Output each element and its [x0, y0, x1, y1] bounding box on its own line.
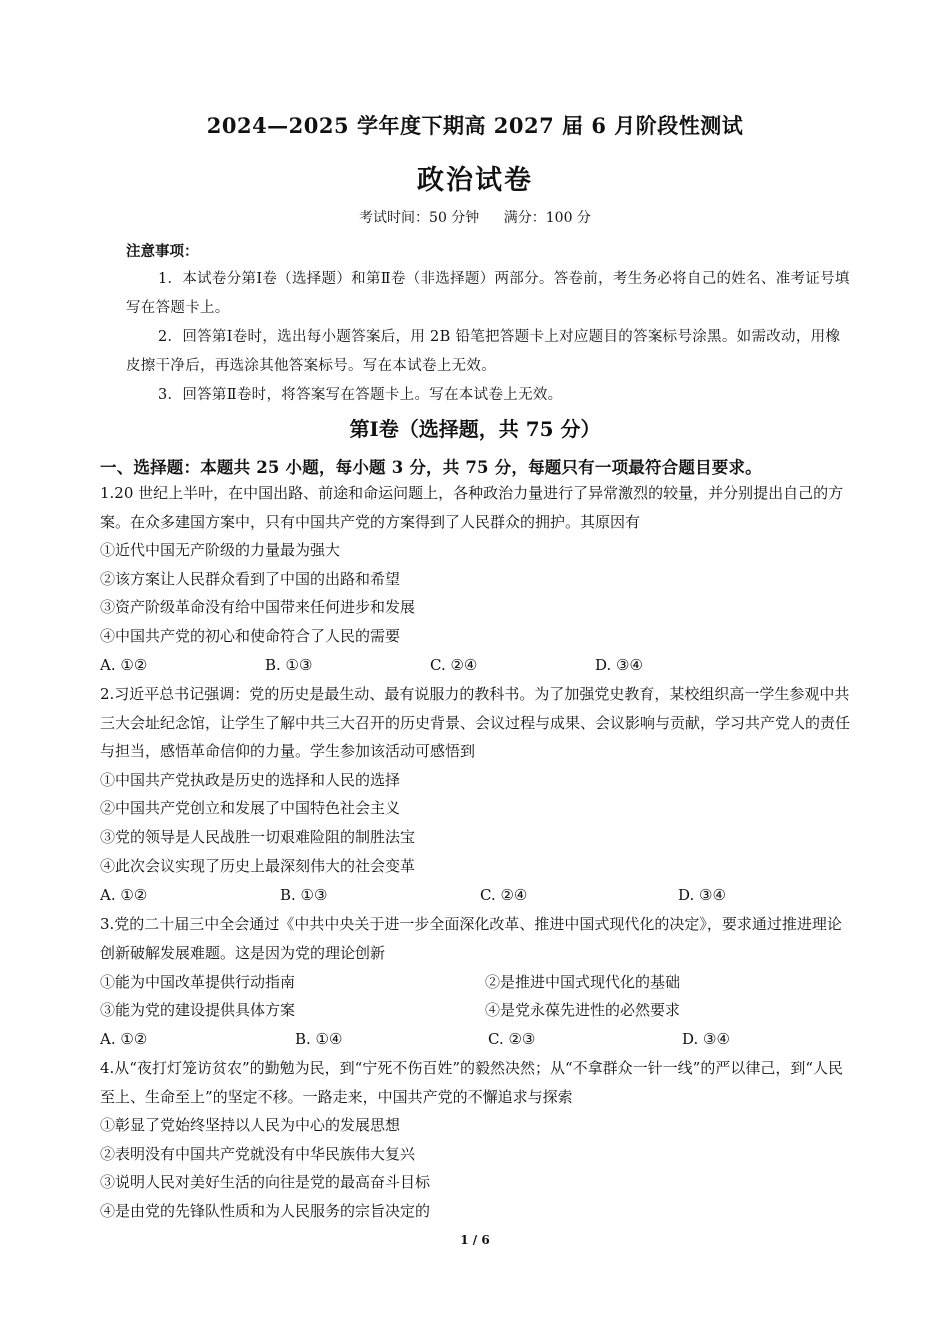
question-item: ③资产阶级革命没有给中国带来任何进步和发展 [100, 598, 416, 617]
exam-time: 考试时间：50 分钟 [359, 210, 480, 226]
question-item: ①能为中国改革提供行动指南 [100, 973, 296, 991]
option-a[interactable]: A. ①② [100, 1030, 148, 1048]
option-a[interactable]: A. ①② [100, 886, 148, 904]
question-3 [100, 910, 852, 967]
question-item: ①彰显了党始终坚持以人民为中心的发展思想 [100, 1116, 401, 1135]
question-item: ③党的领导是人民战胜一切艰难险阻的制胜法宝 [100, 827, 416, 846]
notice-heading: 注意事项： [126, 243, 199, 260]
question-1 [100, 479, 852, 651]
question-item: ③说明人民对美好生活的向往是党的最高奋斗目标 [100, 1173, 431, 1192]
option-b[interactable]: B. ①④ [295, 1030, 343, 1048]
option-a[interactable]: A. ①② [100, 656, 148, 674]
question-item: ④是党永葆先进性的必然要求 [485, 1001, 681, 1019]
question-4 [100, 1054, 852, 1226]
section-title: 一、选择题：本题共 25 小题，每小题 3 分，共 75 分，每题只有一项最符合题目要求。 [100, 458, 762, 477]
question-stem: 2.习近平总书记强调：党的历史是最生动、最有说服力的教科书。为了加强党史教育，某校组织高一学生参观中共三大会址纪念馆，让学生了解中共三大召开的历史背景、会议过程与成果、会议影响与贡献，学习共产党人的责任与担当，感悟革命信仰的力量。学生参加该活动可感悟到 [100, 685, 851, 761]
question-stem: 1.20 世纪上半叶，在中国出路、前途和命运问题上，各种政治力量进行了异常激烈的较量，并分别提出自己的方案。在众多建国方案中，只有中国共产党的方案得到了人民群众的拥护。其原因有 [100, 484, 844, 531]
page-number: 1 / 6 [460, 1233, 490, 1247]
question-item: ④是由党的先锋队性质和为人民服务的宗旨决定的 [100, 1201, 431, 1220]
question-3-items-row-2 [100, 996, 860, 1024]
option-c[interactable]: C. ②④ [430, 656, 478, 674]
notice-list [126, 265, 854, 410]
exam-score: 满分：100 分 [503, 210, 591, 226]
question-item: ④中国共产党的初心和使命符合了人民的需要 [100, 626, 401, 645]
question-2-options [100, 881, 860, 909]
question-item: ③能为党的建设提供具体方案 [100, 1001, 296, 1019]
question-item: ②表明没有中国共产党就没有中华民族伟大复兴 [100, 1144, 416, 1163]
question-stem: 3.党的二十届三中全会通过《中共中央关于进一步全面深化改革、推进中国式现代化的决定》，要求通过推进理论创新破解发展难题。这是因为党的理论创新 [100, 915, 842, 962]
exam-title: 2024—2025 学年度下期高 2027 届 6 月阶段性测试 [206, 113, 744, 138]
question-item: ①近代中国无产阶级的力量最为强大 [100, 541, 341, 560]
volume-title: 第Ⅰ卷（选择题，共 75 分） [349, 417, 601, 441]
notice-item: 1．本试卷分第Ⅰ卷（选择题）和第Ⅱ卷（非选择题）两部分。答卷前，考生务必将自己的姓名、准考证号填写在答题卡上。 [126, 271, 850, 316]
question-item: ④此次会议实现了历史上最深刻伟大的社会变革 [100, 856, 416, 875]
question-3-options [100, 1025, 860, 1053]
option-b[interactable]: B. ①③ [265, 656, 313, 674]
question-2 [100, 680, 852, 880]
option-c[interactable]: C. ②③ [488, 1030, 536, 1048]
exam-info [0, 207, 950, 227]
option-c[interactable]: C. ②④ [480, 886, 528, 904]
notice-item: 2．回答第Ⅰ卷时，选出每小题答案后，用 2B 铅笔把答题卡上对应题目的答案标号涂黑。如需改动，用橡皮擦干净后，再选涂其他答案标号。写在本试卷上无效。 [126, 329, 841, 374]
option-d[interactable]: D. ③④ [595, 656, 643, 674]
question-3-items-row-1 [100, 968, 860, 996]
option-b[interactable]: B. ①③ [280, 886, 328, 904]
question-stem: 4.从“夜打灯笼访贫农”的勤勉为民，到“宁死不伤百姓”的毅然决然；从“不拿群众一针一线”的严以律己，到“人民至上、生命至上”的坚定不移。一路走来，中国共产党的不懈追求与探索 [100, 1059, 843, 1106]
question-item: ①中国共产党执政是历史的选择和人民的选择 [100, 770, 401, 789]
notice-item: 3．回答第Ⅱ卷时，将答案写在答题卡上。写在本试卷上无效。 [158, 387, 563, 403]
option-d[interactable]: D. ③④ [678, 886, 726, 904]
question-1-options [100, 651, 860, 679]
question-item: ②是推进中国式现代化的基础 [485, 973, 681, 991]
option-d[interactable]: D. ③④ [682, 1030, 730, 1048]
question-item: ②该方案让人民群众看到了中国的出路和希望 [100, 569, 401, 588]
question-item: ②中国共产党创立和发展了中国特色社会主义 [100, 799, 401, 818]
subject-title: 政治试卷 [417, 165, 533, 196]
